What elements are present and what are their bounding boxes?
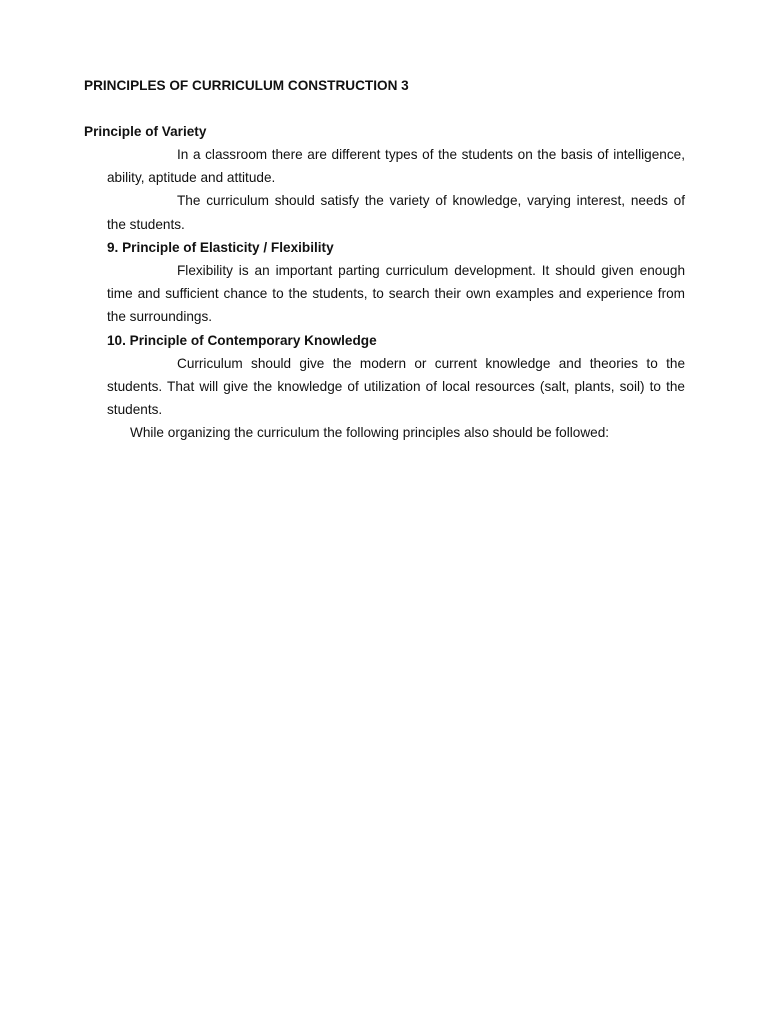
variety-paragraph-1: In a classroom there are different types of the students on the basis of intelligence, ability, aptitude and attitude. — [107, 147, 685, 186]
page-title: PRINCIPLES OF CURRICULUM CONSTRUCTION 3 — [84, 78, 409, 93]
heading-elasticity-flexibility: 9. Principle of Elasticity / Flexibility — [107, 239, 334, 255]
heading-contemporary-knowledge: 10. Principle of Contemporary Knowledge — [107, 332, 377, 348]
flexibility-paragraph: Flexibility is an important parting curriculum development. It should given enough time and sufficient chance to the students, to search their own examples and experience from the surroundings. — [107, 263, 685, 325]
variety-paragraph-2: The curriculum should satisfy the variety of knowledge, varying interest, needs of the students. — [107, 193, 685, 232]
document-body — [107, 143, 685, 421]
section-heading-variety: Principle of Variety — [84, 124, 207, 139]
contemporary-paragraph: Curriculum should give the modern or current knowledge and theories to the students. That will give the knowledge of utilization of local resources (salt, plants, soil) to the students. — [107, 355, 685, 418]
closing-line: While organizing the curriculum the following principles also should be followed: — [130, 425, 610, 440]
